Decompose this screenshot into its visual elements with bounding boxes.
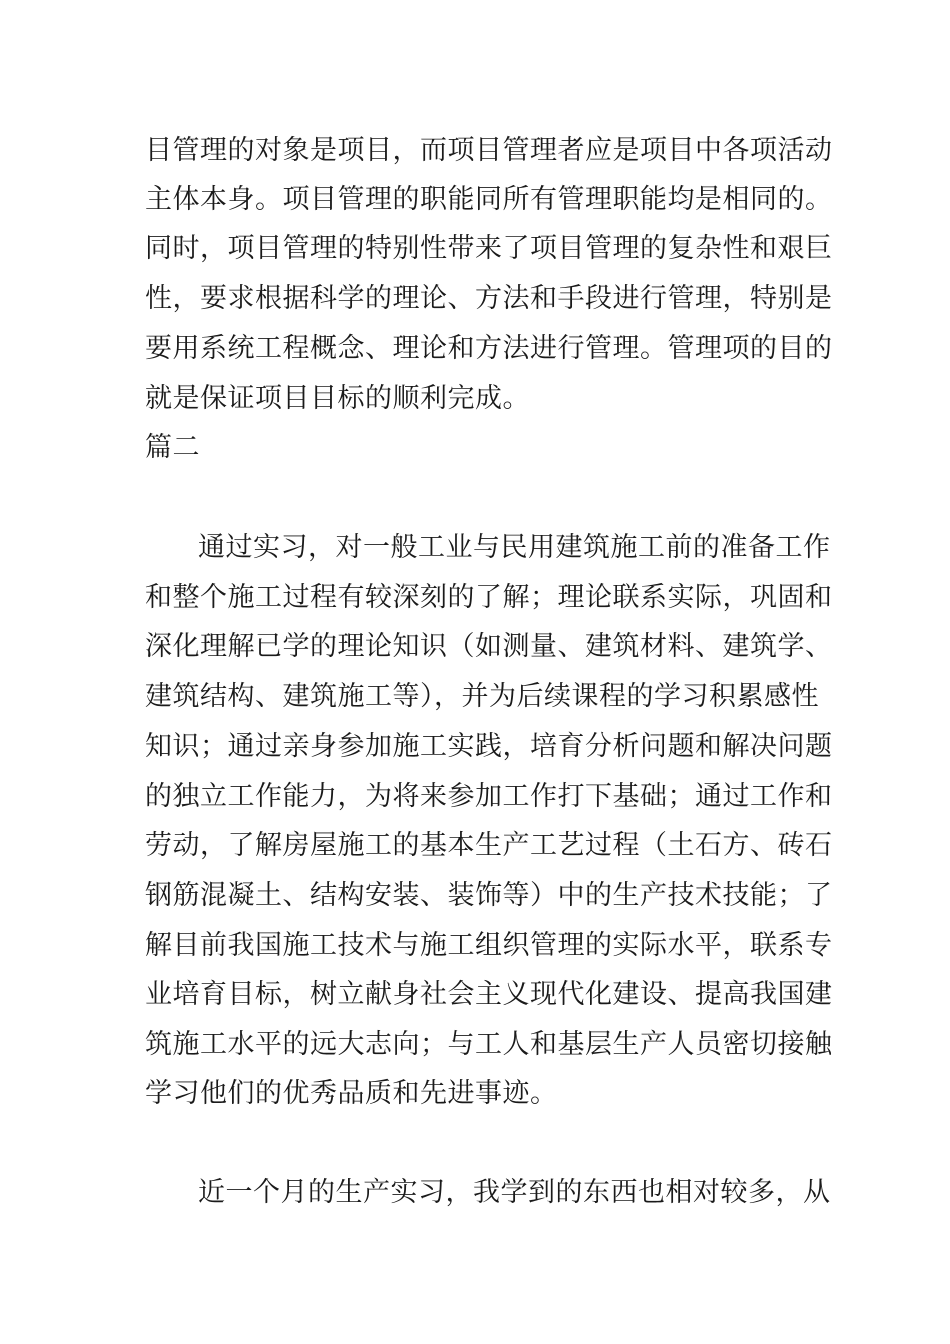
paragraph-2-line-1: 通过实习，对一般工业与民用建筑施工前的准备工作: [198, 532, 831, 563]
paragraph-2-line-2: 和整个施工过程有较深刻的了解；理论联系实际，巩固和: [145, 582, 833, 613]
paragraph-3-line-1: 近一个月的生产实习，我学到的东西也相对较多，从: [198, 1177, 831, 1208]
paragraph-2-line-5: 知识；通过亲身参加施工实践，培育分析问题和解决问题: [145, 731, 833, 762]
paragraph-1-line-4: 性，要求根据科学的理论、方法和手段进行管理，特别是: [145, 283, 833, 314]
paragraph-1-line-5: 要用系统工程概念、理论和方法进行管理。管理项的目的: [145, 333, 833, 364]
paragraph-1-line-6: 就是保证项目目标的顺利完成。: [145, 383, 530, 414]
paragraph-2-line-8: 钢筋混凝土、结构安装、装饰等）中的生产技术技能；了: [145, 880, 833, 911]
paragraph-2-line-6: 的独立工作能力，为将来参加工作打下基础；通过工作和: [145, 781, 833, 812]
paragraph-2-line-9: 解目前我国施工技术与施工组织管理的实际水平，联系专: [145, 930, 833, 961]
paragraph-1-line-3: 同时，项目管理的特别性带来了项目管理的复杂性和艰巨: [145, 233, 833, 264]
paragraph-2-line-7: 劳动，了解房屋施工的基本生产工艺过程（土石方、砖石: [145, 830, 833, 861]
paragraph-2-line-3: 深化理解已学的理论知识（如测量、建筑材料、建筑学、: [145, 631, 833, 662]
paragraph-1-line-2: 主体本身。项目管理的职能同所有管理职能均是相同的。: [145, 184, 833, 215]
paragraph-2-line-12: 学习他们的优秀品质和先进事迹。: [145, 1078, 558, 1109]
paragraph-1-line-1: 目管理的对象是项目，而项目管理者应是项目中各项活动: [145, 135, 833, 166]
section-heading: 篇二: [145, 432, 200, 463]
paragraph-2-line-11: 筑施工水平的远大志向；与工人和基层生产人员密切接触: [145, 1029, 833, 1060]
paragraph-2-line-10: 业培育目标，树立献身社会主义现代化建设、提高我国建: [145, 979, 833, 1010]
paragraph-2-line-4: 建筑结构、建筑施工等），并为后续课程的学习积累感性: [145, 681, 819, 712]
